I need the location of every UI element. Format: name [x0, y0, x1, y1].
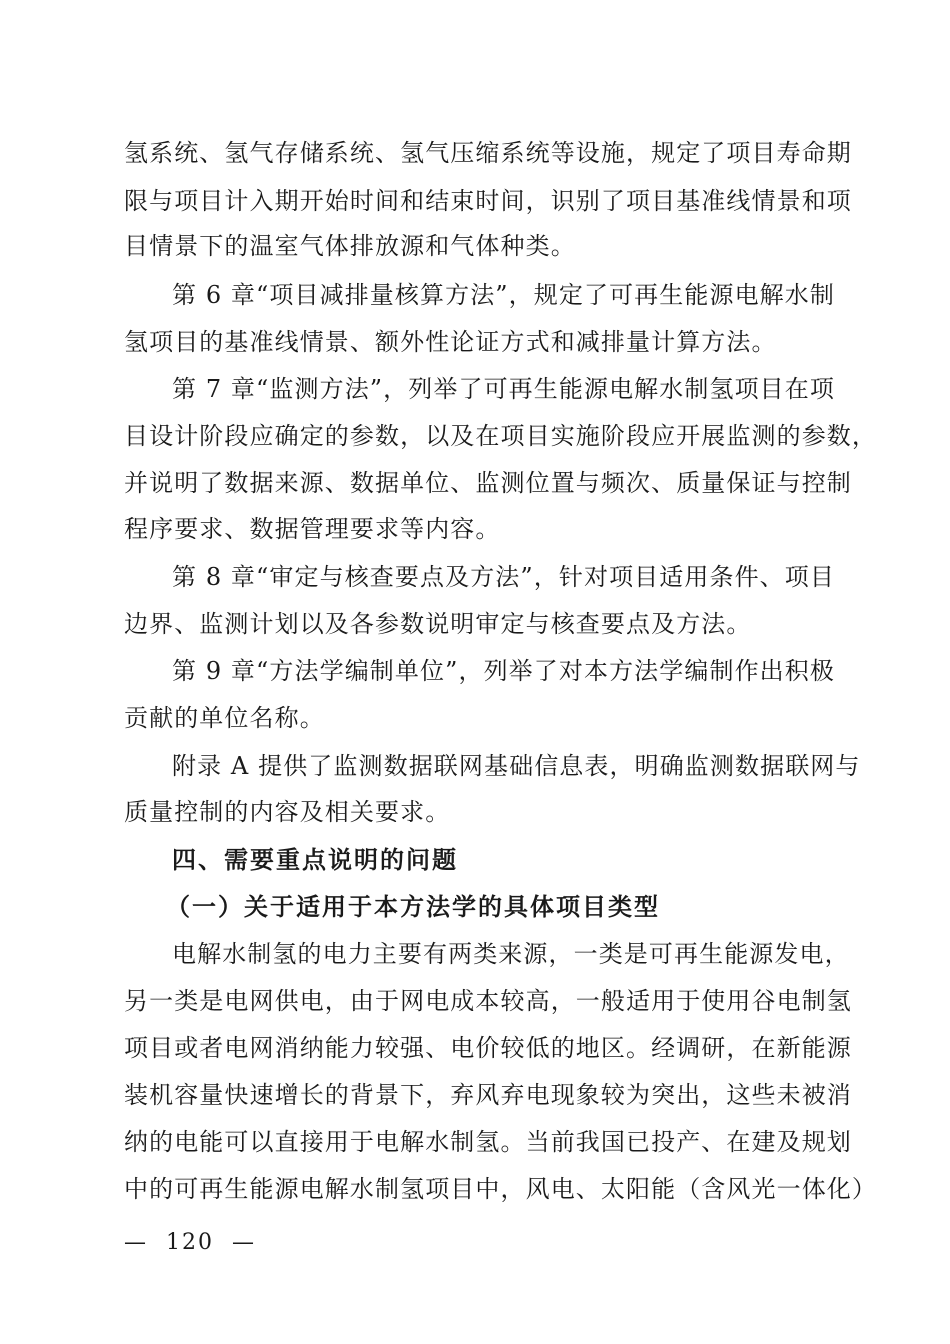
body-line: 项目或者电网消纳能力较强、电价较低的地区。经调研，在新能源 — [124, 1034, 852, 1062]
body-line: 氢项目的基准线情景、额外性论证方式和减排量计算方法。 — [124, 328, 777, 356]
body-line: 电解水制氢的电力主要有两类来源，一类是可再生能源发电， — [172, 940, 850, 968]
body-line: 另一类是电网供电，由于网电成本较高，一般适用于使用谷电制氢 — [124, 987, 852, 1015]
body-line: 装机容量快速增长的背景下，弃风弃电现象较为突出，这些未被消 — [124, 1081, 852, 1109]
body-line: 程序要求、数据管理要求等内容。 — [124, 515, 501, 543]
body-line: 目情景下的温室气体排放源和气体种类。 — [124, 232, 576, 260]
body-line: 并说明了数据来源、数据单位、监测位置与频次、质量保证与控制 — [124, 469, 852, 497]
body-line: 第 9 章“方法学编制单位”，列举了对本方法学编制作出积极 — [172, 657, 835, 685]
body-line: 限与项目计入期开始时间和结束时间，识别了项目基准线情景和项 — [124, 187, 852, 215]
section-heading: 四、需要重点说明的问题 — [172, 846, 458, 874]
body-line: 纳的电能可以直接用于电解水制氢。当前我国已投产、在建及规划 — [124, 1128, 852, 1156]
page-number: — 120 — — [124, 1230, 256, 1255]
body-line: 附录 A 提供了监测数据联网基础信息表，明确监测数据联网与 — [172, 752, 861, 780]
body-line: 边界、监测计划以及各参数说明审定与核查要点及方法。 — [124, 610, 752, 638]
body-line: 目设计阶段应确定的参数，以及在项目实施阶段应开展监测的参数， — [124, 422, 877, 450]
body-line: 质量控制的内容及相关要求。 — [124, 798, 451, 826]
body-line: 第 8 章“审定与核查要点及方法”，针对项目适用条件、项目 — [172, 563, 835, 591]
body-line: 氢系统、氢气存储系统、氢气压缩系统等设施，规定了项目寿命期 — [124, 139, 852, 167]
body-line: 第 7 章“监测方法”，列举了可再生能源电解水制氢项目在项 — [172, 375, 835, 403]
body-line: 中的可再生能源电解水制氢项目中，风电、太阳能（含风光一体化） — [124, 1175, 877, 1203]
body-line: 第 6 章“项目减排量核算方法”，规定了可再生能源电解水制 — [172, 281, 835, 309]
body-line: 贡献的单位名称。 — [124, 704, 325, 732]
subsection-heading: （一）关于适用于本方法学的具体项目类型 — [166, 892, 660, 921]
